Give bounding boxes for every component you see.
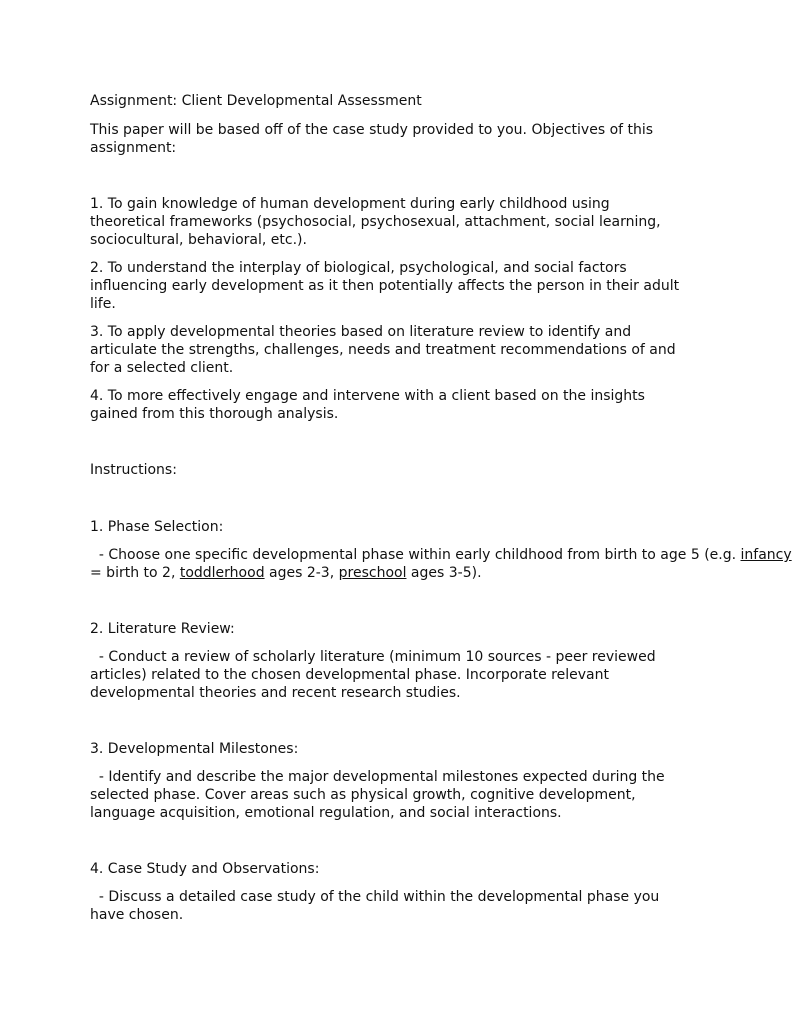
objective-4: 4. To more effectively engage and intervene with a client based on the insights gained from this thorough analysis.: [90, 388, 645, 422]
step-1-text-a: - Choose one specific developmental phase within early childhood from birth to age 5 (e.g.: [90, 547, 741, 563]
document-title: Assignment: Client Developmental Assessment: [90, 93, 422, 109]
instructions-heading: Instructions:: [90, 462, 177, 478]
step-1-text-d: ages 3-5).: [406, 565, 482, 581]
step-1-text-b: = birth to 2,: [90, 565, 180, 581]
step-2-heading: 2. Literature Review:: [90, 621, 235, 637]
link-toddlerhood[interactable]: toddlerhood: [179, 565, 265, 581]
link-infancy[interactable]: infancy: [740, 547, 792, 563]
document-page: [90, 92, 792, 962]
step-4-body: - Discuss a detailed case study of the child within the developmental phase you have chosen.: [90, 889, 664, 923]
step-4-heading: 4. Case Study and Observations:: [90, 861, 320, 877]
step-1-heading: 1. Phase Selection:: [90, 519, 224, 535]
objective-2: 2. To understand the interplay of biological, psychological, and social factors influencing early development as it then potentially affects the person in their adult life.: [90, 260, 680, 312]
step-3-body: - Identify and describe the major developmental milestones expected during the selected phase. Cover areas such as physical growth, cognitive development, language acquisition, emotional regulation, and social interactions.: [90, 769, 670, 821]
link-preschool[interactable]: preschool: [338, 565, 407, 581]
step-3-heading: 3. Developmental Milestones:: [90, 741, 299, 757]
objective-1: 1. To gain knowledge of human development during early childhood using theoretical frameworks (psychosocial, psychosexual, attachment, social learning, sociocultural, behavioral, etc.).: [90, 196, 661, 248]
step-1-body: [90, 546, 792, 582]
objective-3: 3. To apply developmental theories based on literature review to identify and articulate the strengths, challenges, needs and treatment recommendations of and for a selected client.: [90, 324, 676, 376]
step-2-body: - Conduct a review of scholarly literature (minimum 10 sources - peer reviewed articles) related to the chosen developmental phase. Incorporate relevant developmental theories and recent research studies.: [90, 649, 661, 701]
intro-paragraph: This paper will be based off of the case study provided to you. Objectives of this assignment:: [90, 122, 654, 156]
step-1-text-c: ages 2-3,: [264, 565, 339, 581]
